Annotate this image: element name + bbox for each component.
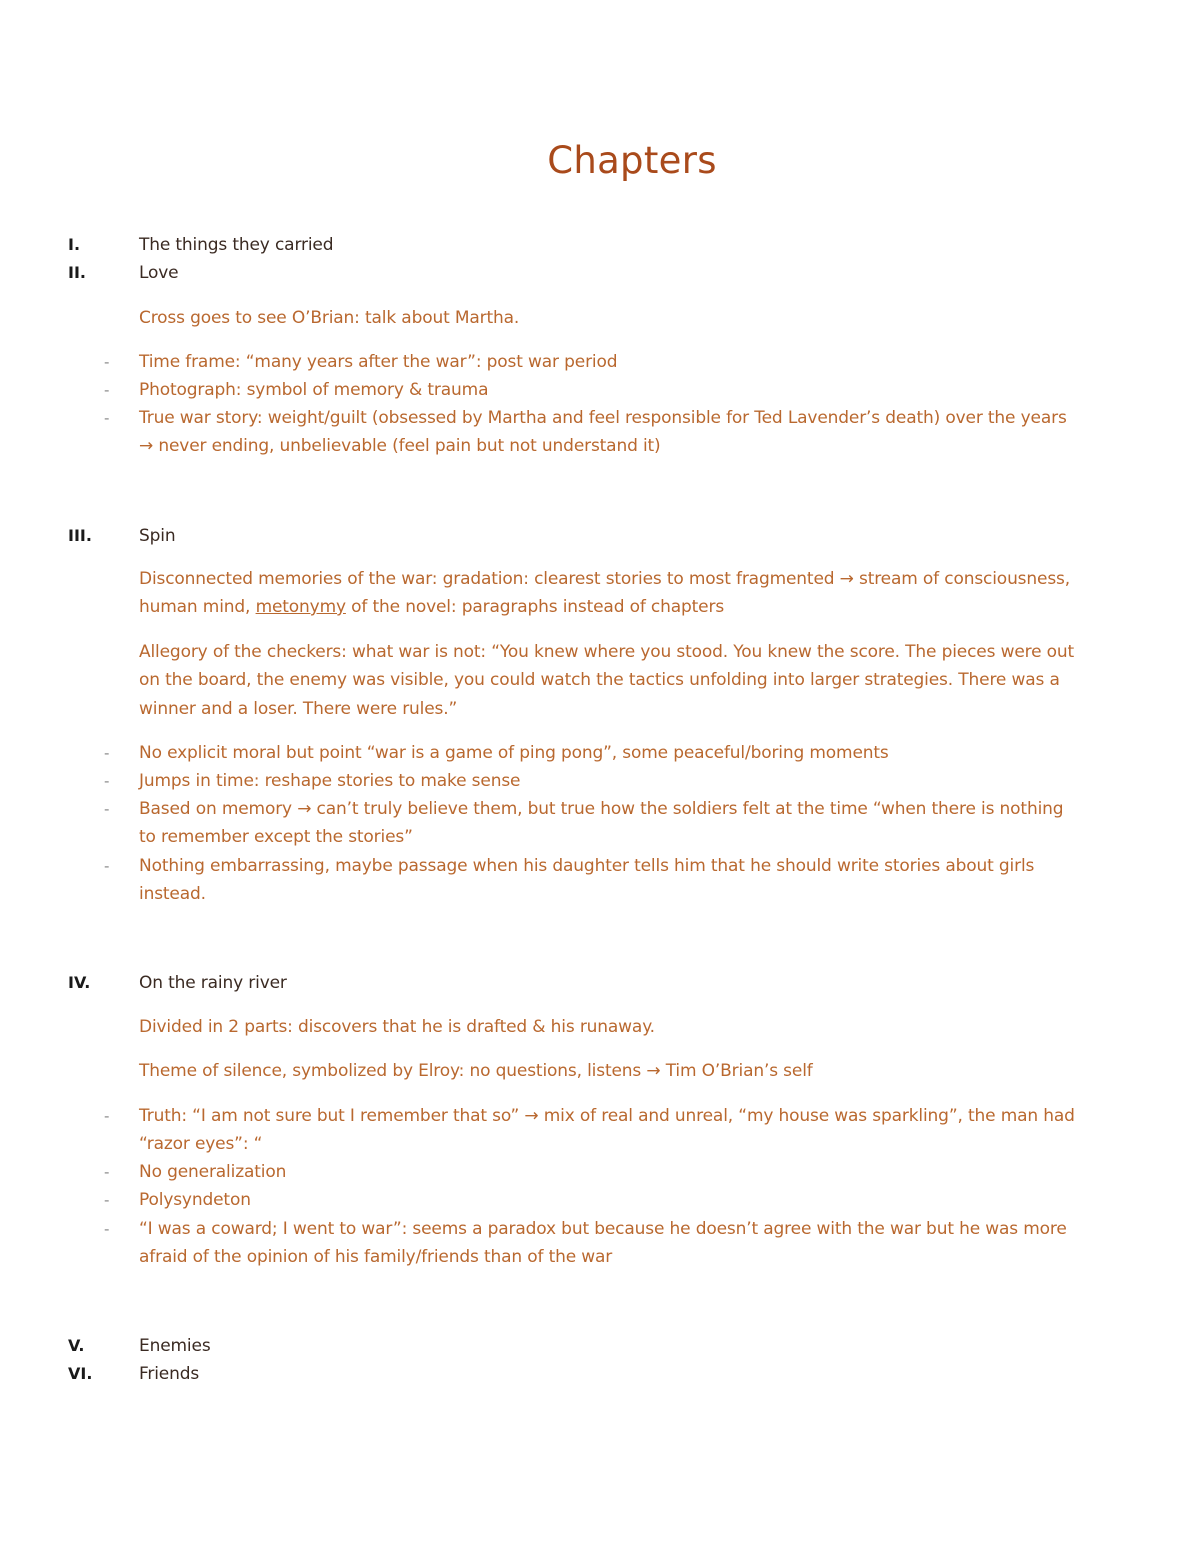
chapter-numeral: V. (68, 1336, 85, 1355)
bullet-item: Nothing embarrassing, maybe passage when his daughter tells him that he should write stories about girls (139, 856, 1035, 876)
bullet-marker: - (104, 409, 110, 427)
bullet-item: No explicit moral but point “war is a game of ping pong”, some peaceful/boring moments (139, 743, 889, 763)
chapter-title: Friends (139, 1364, 200, 1384)
paragraph-line: on the board, the enemy was visible, you could watch the tactics unfolding into larger strategies. There was a (139, 670, 1060, 690)
paragraph: Cross goes to see O’Brian: talk about Martha. (139, 308, 520, 328)
bullet-item: Polysyndeton (139, 1190, 251, 1210)
bullet-item-continuation: “razor eyes”: “ (139, 1134, 263, 1154)
bullet-item: True war story: weight/guilt (obsessed by Martha and feel responsible for Ted Lavender’s death) over the years (139, 408, 1067, 428)
bullet-item: Time frame: “many years after the war”: post war period (139, 352, 618, 372)
paragraph-line (139, 595, 1129, 619)
bullet-marker: - (104, 381, 110, 399)
bullet-marker: - (104, 353, 110, 371)
chapter-numeral: II. (68, 263, 86, 282)
bullet-item: Jumps in time: reshape stories to make sense (139, 771, 521, 791)
bullet-marker: - (104, 857, 110, 875)
chapter-title: The things they carried (139, 235, 334, 255)
paragraph: Allegory of the checkers: what war is not: “You knew where you stood. You knew the score. The pieces were out (139, 642, 1075, 662)
bullet-marker: - (104, 1191, 110, 1209)
text-run: human mind, (139, 597, 256, 617)
underlined-term: metonymy (255, 597, 346, 617)
paragraph: Divided in 2 parts: discovers that he is drafted & his runaway. (139, 1017, 655, 1037)
bullet-item-continuation: instead. (139, 884, 206, 904)
paragraph-line: winner and a loser. There were rules.” (139, 699, 458, 719)
paragraph: Disconnected memories of the war: gradation: clearest stories to most fragmented → stream of consciousness, (139, 569, 1070, 589)
bullet-item: “I was a coward; I went to war”: seems a paradox but because he doesn’t agree with the war but he was more (139, 1219, 1067, 1239)
bullet-item: Based on memory → can’t truly believe them, but true how the soldiers felt at the time “when there is nothing (139, 799, 1064, 819)
bullet-item: Photograph: symbol of memory & trauma (139, 380, 489, 400)
bullet-marker: - (104, 800, 110, 818)
text-run: of the novel: paragraphs instead of chapters (345, 597, 725, 617)
bullet-marker: - (104, 1220, 110, 1238)
bullet-marker: - (104, 1107, 110, 1125)
chapter-numeral: VI. (68, 1364, 93, 1383)
page-title: Chapters (547, 139, 717, 182)
bullet-item: Truth: “I am not sure but I remember that so” → mix of real and unreal, “my house was sparkling”, the man had (139, 1106, 1075, 1126)
bullet-item: No generalization (139, 1162, 287, 1182)
bullet-item-continuation: to remember except the stories” (139, 827, 413, 847)
paragraph: Theme of silence, symbolized by Elroy: no questions, listens → Tim O’Brian’s self (139, 1061, 813, 1081)
chapter-numeral: III. (68, 526, 92, 545)
chapter-numeral: IV. (68, 973, 91, 992)
chapter-numeral: I. (68, 235, 81, 254)
chapter-title: Love (139, 263, 179, 283)
bullet-marker: - (104, 772, 110, 790)
chapter-title: On the rainy river (139, 973, 287, 993)
chapter-title: Spin (139, 526, 176, 546)
bullet-item-continuation: → never ending, unbelievable (feel pain but not understand it) (139, 436, 661, 456)
chapter-title: Enemies (139, 1336, 211, 1356)
bullet-item-continuation: afraid of the opinion of his family/friends than of the war (139, 1247, 613, 1267)
bullet-marker: - (104, 744, 110, 762)
bullet-marker: - (104, 1163, 110, 1181)
